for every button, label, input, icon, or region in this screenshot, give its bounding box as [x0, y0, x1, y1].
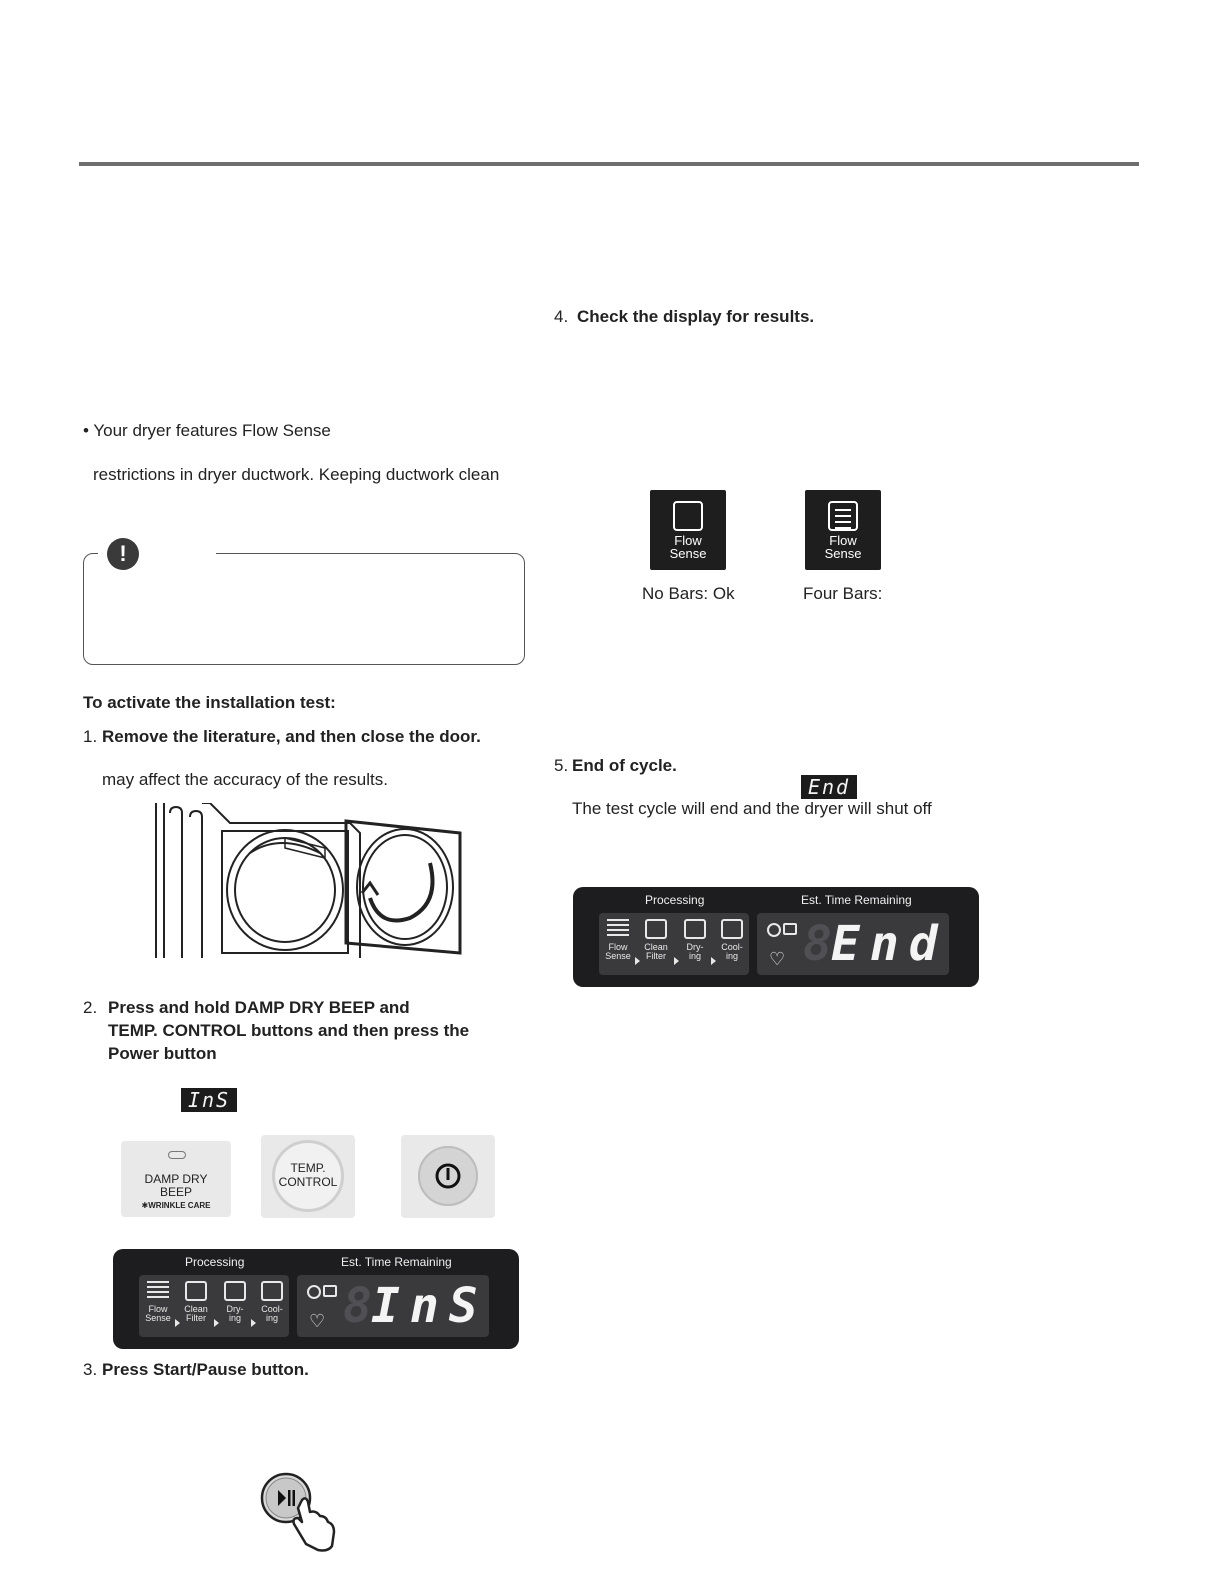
step3-number: 3.	[83, 1360, 98, 1379]
four-bars-icon	[828, 501, 858, 531]
stage-cooling: Cool- ing	[715, 919, 749, 961]
shirt-icon	[224, 1281, 246, 1301]
stage-group	[599, 913, 749, 975]
stage-clean-filter: Clean Filter	[639, 919, 673, 961]
flow-sense-tile-no-bars: Flow Sense	[650, 490, 726, 570]
step4-number: 4.	[554, 307, 569, 326]
header-rule	[79, 162, 1139, 166]
temp-label-line2: CONTROL	[278, 1175, 338, 1189]
flow-sense-icon	[147, 1281, 169, 1301]
flow-sense-tile-four-bars: Flow Sense	[805, 490, 881, 570]
damp-dry-beep-button[interactable]	[121, 1141, 231, 1217]
step4-title: Check the display for results.	[577, 307, 815, 326]
stage-group	[139, 1275, 289, 1337]
time-display: ♡ 8 InS	[297, 1275, 489, 1337]
time-remaining-label: Est. Time Remaining	[801, 893, 912, 907]
step5-title: End of cycle.	[572, 756, 677, 775]
ins-display-panel	[113, 1249, 519, 1349]
stage-drying: Dry- ing	[678, 919, 712, 961]
step5-text: The test cycle will end and the dryer will shut off	[572, 799, 932, 818]
step1-note: may affect the accuracy of the results.	[102, 770, 388, 789]
time-remaining-label: Est. Time Remaining	[341, 1255, 452, 1269]
end-display-panel	[573, 887, 979, 987]
indicator-light-icon	[168, 1151, 186, 1159]
activate-heading: To activate the installation test:	[83, 693, 336, 712]
processing-label: Processing	[185, 1255, 245, 1269]
lock-icon	[783, 923, 797, 935]
damp-dry-label-line2: BEEP	[159, 1185, 192, 1199]
step2-number: 2.	[83, 998, 98, 1017]
clean-filter-icon	[185, 1281, 207, 1301]
temp-label-line1: TEMP.	[290, 1161, 326, 1175]
end-led-readout: End	[831, 916, 948, 972]
cooling-icon	[721, 919, 743, 939]
stage-cooling: Cool- ing	[255, 1281, 289, 1323]
shirt-icon	[684, 919, 706, 939]
start-pause-press-illustration[interactable]	[258, 1472, 342, 1552]
step5-number: 5.	[554, 756, 569, 775]
smiley-icon	[767, 923, 781, 937]
empty-bars-icon	[673, 501, 703, 531]
step2-title-line1: Press and hold DAMP DRY BEEP and	[108, 998, 410, 1017]
step2-title-line2: TEMP. CONTROL buttons and then press the	[108, 1021, 470, 1040]
time-display: ♡ 8 End	[757, 913, 949, 975]
dryer-door-illustration	[150, 803, 470, 963]
damp-dry-label-line1: DAMP DRY	[144, 1172, 208, 1186]
step3-title: Press Start/Pause button.	[102, 1360, 309, 1379]
ins-led-readout: InS	[371, 1278, 488, 1334]
end-code-chip: End	[801, 775, 857, 799]
step1-title: Remove the literature, and then close the door.	[102, 727, 481, 746]
lock-icon	[323, 1285, 337, 1297]
stage-clean-filter: Clean Filter	[179, 1281, 213, 1323]
flow-sense-line2: restrictions in dryer ductwork. Keeping ductwork clean	[93, 465, 500, 484]
stage-flow-sense: Flow Sense	[141, 1281, 175, 1323]
four-bars-caption: Four Bars:	[803, 584, 883, 603]
damp-dry-label-line3: ✱WRINKLE CARE	[141, 1201, 211, 1210]
flow-sense-intro: • Your dryer features Flow Sense	[83, 421, 331, 440]
heart-icon: ♡	[769, 949, 786, 969]
stage-drying: Dry- ing	[218, 1281, 252, 1323]
power-button[interactable]	[401, 1135, 495, 1218]
power-icon	[434, 1162, 462, 1190]
step2-title-line3: Power button	[108, 1044, 217, 1063]
cooling-icon	[261, 1281, 283, 1301]
clean-filter-icon	[645, 919, 667, 939]
exclamation-icon: !	[107, 538, 139, 570]
temp-control-button[interactable]	[261, 1135, 355, 1218]
caution-box	[83, 553, 525, 665]
step1-number: 1.	[83, 727, 98, 746]
heart-icon: ♡	[309, 1311, 326, 1331]
smiley-icon	[307, 1285, 321, 1299]
no-bars-caption: No Bars: Ok	[642, 584, 735, 603]
ins-code-chip: InS	[181, 1088, 237, 1112]
processing-label: Processing	[645, 893, 705, 907]
stage-flow-sense: Flow Sense	[601, 919, 635, 961]
flow-sense-icon	[607, 919, 629, 939]
